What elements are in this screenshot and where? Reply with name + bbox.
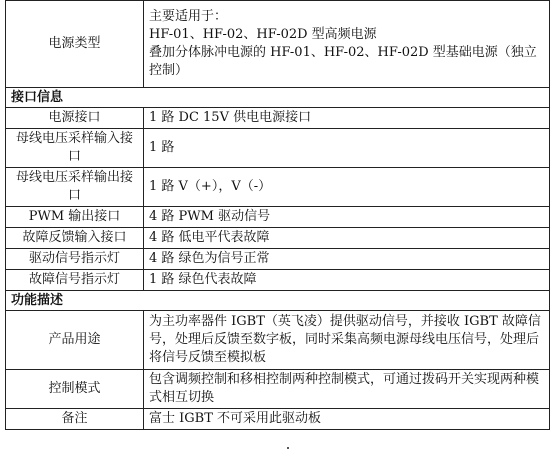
table-row <box>6 311 550 370</box>
row-value: 1 路 绿色代表故障 <box>144 270 550 291</box>
power-type-line: HF-01、HF-02、HF-02D 型高频电源 <box>149 27 377 42</box>
table-row <box>6 1 550 88</box>
table-row <box>6 228 550 249</box>
row-label: PWM 输出接口 <box>6 207 144 228</box>
section-header-row <box>6 88 550 108</box>
row-value: 4 路 绿色为信号正常 <box>144 249 550 270</box>
spec-table <box>5 0 550 430</box>
table-row <box>6 370 550 409</box>
power-type-label: 电源类型 <box>6 1 144 88</box>
table-row <box>6 108 550 129</box>
row-value: 1 路 DC 15V 供电电源接口 <box>144 108 550 129</box>
table-row <box>6 168 550 207</box>
row-label: 产品用途 <box>6 311 144 370</box>
row-label: 母线电压采样输出接口 <box>6 168 144 207</box>
row-value: 4 路 PWM 驱动信号 <box>144 207 550 228</box>
power-type-value <box>144 1 550 88</box>
row-label: 故障反馈输入接口 <box>6 228 144 249</box>
row-label: 故障信号指示灯 <box>6 270 144 291</box>
table-row <box>6 249 550 270</box>
interfaces-heading: 接口信息 <box>6 88 550 108</box>
table-row <box>6 409 550 430</box>
functions-heading: 功能描述 <box>6 291 550 311</box>
table-row <box>6 270 550 291</box>
dot-mark <box>287 447 289 449</box>
row-value: 富士 IGBT 不可采用此驱动板 <box>144 409 550 430</box>
section-header-row <box>6 291 550 311</box>
table-row <box>6 129 550 168</box>
row-label: 电源接口 <box>6 108 144 129</box>
row-value: 4 路 低电平代表故障 <box>144 228 550 249</box>
row-label: 备注 <box>6 409 144 430</box>
row-label: 驱动信号指示灯 <box>6 249 144 270</box>
power-type-line: 主要适用于： <box>149 9 228 24</box>
table-row <box>6 207 550 228</box>
row-label: 控制模式 <box>6 370 144 409</box>
power-type-line: 叠加分体脉冲电源的 HF-01、HF-02、HF-02D 型基础电源（独立控制） <box>149 45 537 78</box>
row-value: 为主功率器件 IGBT（英飞凌）提供驱动信号，并接收 IGBT 故障信号，处理后反馈至数字板，同时采集高频电源母线电压信号，处理后将信号反馈至模拟板 <box>144 311 550 370</box>
row-value: 1 路 V（+），V（-） <box>144 168 550 207</box>
row-value: 包含调频控制和移相控制两种控制模式，可通过拨码开关实现两种模式相互切换 <box>144 370 550 409</box>
row-label: 母线电压采样输入接口 <box>6 129 144 168</box>
row-value: 1 路 <box>144 129 550 168</box>
